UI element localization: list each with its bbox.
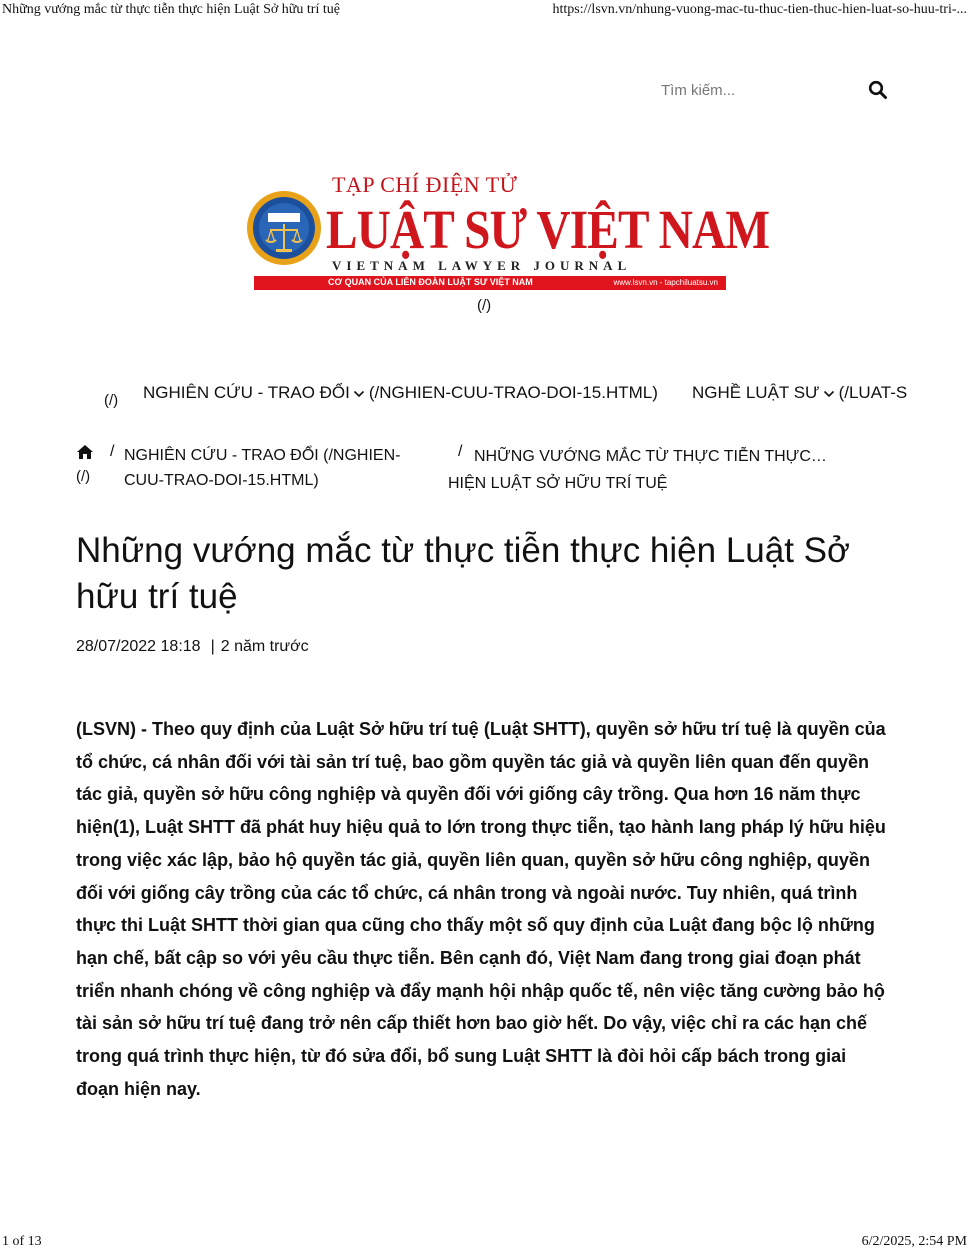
logo-tagline: VIETNAM LAWYER JOURNAL bbox=[332, 258, 632, 273]
logo-wordmark: LUẬT SƯ VIỆT NAM bbox=[326, 199, 770, 260]
breadcrumb-separator: / bbox=[110, 443, 115, 460]
search-input[interactable] bbox=[661, 78, 851, 102]
breadcrumb-home-url[interactable]: (/) bbox=[76, 468, 91, 485]
logo-link-url[interactable]: (/) bbox=[477, 297, 492, 314]
home-icon[interactable] bbox=[76, 444, 94, 460]
logo-bar-websites: www.lsvn.vn - tapchiluatsu.vn bbox=[613, 278, 718, 287]
meta-separator: | bbox=[210, 638, 215, 655]
logo-red-bar bbox=[254, 276, 726, 290]
breadcrumb-current-line1: NHỮNG VƯỚNG MẮC TỪ THỰC TIỄN THỰC… bbox=[474, 448, 827, 465]
chevron-down-icon bbox=[823, 389, 835, 399]
breadcrumb bbox=[76, 442, 896, 502]
main-nav bbox=[0, 382, 912, 412]
print-page-url: https://lsvn.vn/nhung-vuong-mac-tu-thuc-tien-thuc-hien-luat-so-huu-tri-... bbox=[552, 2, 967, 17]
search-box bbox=[661, 78, 891, 104]
article-title: Những vướng mắc từ thực tiễn thực hiện Luật Sở hữu trí tuệ bbox=[76, 531, 850, 616]
nav-item-nghe-luat-su[interactable] bbox=[692, 383, 907, 403]
print-page-number: 1 of 13 bbox=[2, 1234, 42, 1249]
nav-item-url: (/NGHIEN-CUU-TRAO-DOI-15.HTML) bbox=[368, 383, 658, 402]
breadcrumb-separator: / bbox=[458, 443, 463, 460]
breadcrumb-category[interactable]: NGHIÊN CỨU - TRAO ĐỔI (/NGHIEN-CUU-TRAO-DOI-15.HTML) bbox=[124, 447, 401, 489]
search-icon[interactable] bbox=[868, 80, 888, 100]
article-meta bbox=[76, 638, 309, 656]
logo-subtitle: TẠP CHÍ ĐIỆN TỬ bbox=[332, 172, 518, 197]
nav-item-nghien-cuu[interactable] bbox=[143, 383, 658, 403]
site-logo[interactable] bbox=[246, 172, 770, 292]
vbf-emblem-icon bbox=[246, 186, 322, 270]
article-date: 28/07/2022 18:18 bbox=[76, 638, 201, 655]
print-datetime: 6/2/2025, 2:54 PM bbox=[861, 1234, 967, 1249]
nav-item-label: NGHIÊN CỨU - TRAO ĐỔI bbox=[143, 383, 350, 402]
print-footer bbox=[0, 1234, 969, 1252]
logo-bar-agency: CƠ QUAN CỦA LIÊN ĐOÀN LUẬT SƯ VIỆT NAM bbox=[328, 277, 533, 287]
print-header bbox=[0, 2, 969, 20]
print-page-title: Những vướng mắc từ thực tiễn thực hiện Luật Sở hữu trí tuệ bbox=[2, 2, 340, 17]
nav-item-url: (/LUAT-S bbox=[838, 383, 908, 402]
nav-home-link[interactable]: (/) bbox=[104, 392, 119, 409]
breadcrumb-current-line2: HIỆN LUẬT SỞ HỮU TRÍ TUỆ bbox=[448, 475, 668, 492]
chevron-down-icon bbox=[353, 389, 365, 399]
breadcrumb-current bbox=[448, 443, 878, 497]
article-relative-time: 2 năm trước bbox=[220, 638, 309, 655]
nav-item-label: NGHỀ LUẬT SƯ bbox=[692, 383, 820, 402]
article-lead: (LSVN) - Theo quy định của Luật Sở hữu trí tuệ (Luật SHTT), quyền sở hữu trí tuệ là quyền của tổ chức, cá nhân đối với tài sản trí tuệ, bao gồm quyền tác giả và quyền liên quan đến quyền tác giả, quyền sở hữu công nghiệp và quyền đối với giống cây trồng. Qua hơn 16 năm thực hiện(1), Luật SHTT đã phát huy hiệu quả to lớn trong thực tiễn, tạo hành lang pháp lý hữu hiệu trong việc xác lập, bảo hộ quyền tác giả, quyền liên quan, quyền sở hữu công nghiệp, quyền đối với giống cây trồng của các tổ chức, cá nhân trong và ngoài nước. Tuy nhiên, quá trình thực thi Luật SHTT thời gian qua cũng cho thấy một số quy định của Luật đang bộc lộ những hạn chế, bất cập so với yêu cầu thực tiễn. Bên cạnh đó, Việt Nam đang trong giai đoạn phát triển nhanh chóng về công nghiệp và đẩy mạnh hội nhập quốc tế, nên việc tăng cường bảo hộ tài sản sở hữu trí tuệ đang trở nên cấp thiết hơn bao giờ hết. Do vậy, việc chỉ ra các hạn chế trong quá trình thực hiện, từ đó sửa đổi, bổ sung Luật SHTT là đòi hỏi cấp bách trong giai đoạn hiện nay. bbox=[76, 719, 886, 1099]
